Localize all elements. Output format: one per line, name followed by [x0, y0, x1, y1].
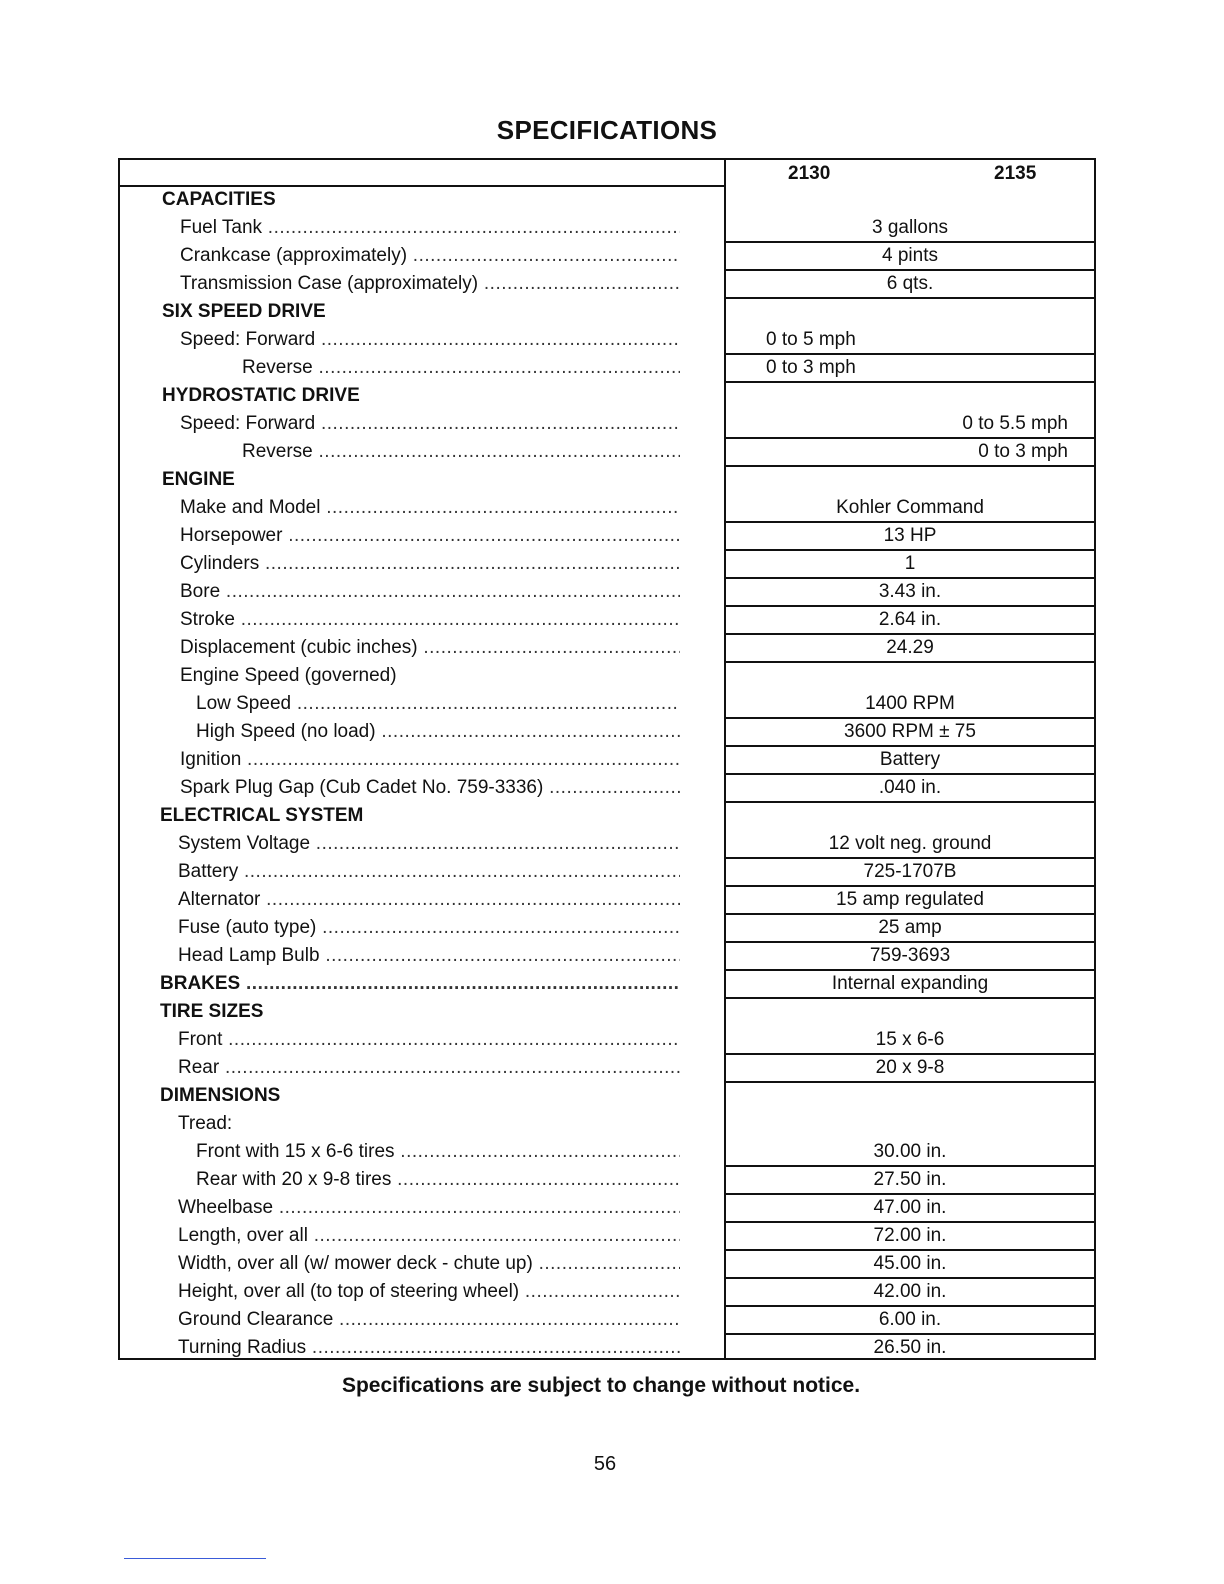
spec-value: 0 to 5 mph [726, 326, 1094, 355]
spec-label: Fuse (auto type) ..... [178, 914, 680, 942]
spec-label: Length, over all ..... [178, 1222, 680, 1250]
spec-value: 20 x 9-8 [726, 1054, 1094, 1083]
spec-row [120, 1138, 1094, 1166]
spec-value: Kohler Command [726, 494, 1094, 523]
spec-row [120, 438, 1094, 466]
spec-label: Battery ..... [178, 858, 680, 886]
spec-label: Speed: Forward ..... [180, 326, 680, 354]
spec-label: High Speed (no load) ..... [196, 718, 680, 746]
section-heading: HYDROSTATIC DRIVE [162, 385, 360, 406]
spec-label: System Voltage ..... [178, 830, 680, 858]
spec-label: Engine Speed (governed) [180, 665, 397, 686]
section-heading-row [120, 998, 1094, 1026]
section-heading: ELECTRICAL SYSTEM [160, 805, 364, 826]
spec-row [120, 1222, 1094, 1250]
spec-label: Front with 15 x 6-6 tires ..... [196, 1138, 680, 1166]
spec-value: 12 volt neg. ground [726, 830, 1094, 859]
spec-row [120, 242, 1094, 270]
spec-row [120, 858, 1094, 886]
spec-label: Ignition ..... [180, 746, 680, 774]
spec-value: 47.00 in. [726, 1194, 1094, 1223]
spec-label: Cylinders ..... [180, 550, 680, 578]
spec-label: Low Speed ..... [196, 690, 680, 718]
spec-label: Reverse ..... [242, 354, 680, 382]
spec-value: 13 HP [726, 522, 1094, 551]
scan-edge-mark [124, 1558, 266, 1559]
spec-label: Turning Radius ..... [178, 1334, 680, 1362]
spec-label: Speed: Forward ..... [180, 410, 680, 438]
spec-value: 26.50 in. [873, 1337, 947, 1358]
section-heading-row [120, 802, 1094, 830]
specifications-table [118, 158, 1096, 1360]
spec-value: 15 x 6-6 [726, 1026, 1094, 1055]
section-heading: ENGINE [162, 469, 235, 490]
spec-row [120, 662, 1094, 690]
spec-row [120, 214, 1094, 242]
spec-value: 42.00 in. [726, 1278, 1094, 1307]
spec-value: 4 pints [726, 242, 1094, 271]
spec-label: Wheelbase ..... [178, 1194, 680, 1222]
spec-value: 3600 RPM ± 75 [726, 718, 1094, 747]
spec-label: Alternator ..... [178, 886, 680, 914]
footnote: Specifications are subject to change without notice. [341, 1374, 861, 1397]
spec-label: Stroke ..... [180, 606, 680, 634]
spec-label: Front ..... [178, 1026, 680, 1054]
spec-row [120, 746, 1094, 774]
spec-value: 3.43 in. [726, 578, 1094, 607]
spec-label: Fuel Tank ..... [180, 214, 680, 242]
spec-value: Internal expanding [726, 970, 1094, 999]
spec-value: 0 to 5.5 mph [726, 410, 1094, 439]
spec-row [120, 1334, 1094, 1362]
spec-value: 15 amp regulated [726, 886, 1094, 915]
spec-row [120, 1054, 1094, 1082]
spec-row [120, 494, 1094, 522]
spec-label: Spark Plug Gap (Cub Cadet No. 759-3336) ..... [180, 774, 680, 802]
spec-row [120, 914, 1094, 942]
spec-row [120, 1306, 1094, 1334]
spec-row [120, 1110, 1094, 1138]
section-heading: TIRE SIZES [160, 1001, 264, 1022]
spec-label: Reverse ..... [242, 438, 680, 466]
section-heading-row [120, 970, 1094, 998]
spec-row [120, 942, 1094, 970]
spec-row [120, 718, 1094, 746]
spec-label: Crankcase (approximately) ..... [180, 242, 680, 270]
spec-value: 0 to 3 mph [726, 438, 1094, 467]
section-heading-row [120, 1082, 1094, 1110]
spec-value: 6.00 in. [726, 1306, 1094, 1335]
spec-row [120, 774, 1094, 802]
spec-value: Battery [726, 746, 1094, 775]
model-2135-header: 2135 [994, 163, 1037, 184]
spec-value: 725-1707B [726, 858, 1094, 887]
spec-label: Make and Model ..... [180, 494, 680, 522]
spec-label: Ground Clearance ..... [178, 1306, 680, 1334]
spec-value: 3 gallons [726, 214, 1094, 243]
spec-row [120, 690, 1094, 718]
section-heading: CAPACITIES [162, 189, 276, 210]
spec-row [120, 578, 1094, 606]
spec-value: 759-3693 [726, 942, 1094, 971]
section-heading-row [120, 466, 1094, 494]
spec-row [120, 634, 1094, 662]
section-heading: BRAKES ..... [160, 970, 680, 998]
section-heading: DIMENSIONS [160, 1085, 281, 1106]
spec-row [120, 410, 1094, 438]
spec-row [120, 1026, 1094, 1054]
model-2130-header: 2130 [788, 163, 831, 184]
spec-label: Horsepower ..... [180, 522, 680, 550]
spec-row [120, 550, 1094, 578]
spec-label: Rear ..... [178, 1054, 680, 1082]
spec-label: Head Lamp Bulb ..... [178, 942, 680, 970]
spec-value: 30.00 in. [726, 1138, 1094, 1167]
spec-value: 45.00 in. [726, 1250, 1094, 1279]
spec-value: 0 to 3 mph [726, 354, 1094, 383]
spec-label: Rear with 20 x 9-8 tires ..... [196, 1166, 680, 1194]
spec-value: 1400 RPM [726, 690, 1094, 719]
spec-row [120, 886, 1094, 914]
spec-value: 27.50 in. [726, 1166, 1094, 1195]
page-number: 56 [593, 1453, 617, 1475]
section-heading-row [120, 186, 1094, 214]
spec-value: 2.64 in. [726, 606, 1094, 635]
spec-row [120, 606, 1094, 634]
spec-value: 25 amp [726, 914, 1094, 943]
spec-row [120, 830, 1094, 858]
spec-label: Width, over all (w/ mower deck - chute up) ..... [178, 1250, 680, 1278]
spec-row [120, 522, 1094, 550]
spec-row [120, 1194, 1094, 1222]
spec-row [120, 1250, 1094, 1278]
section-heading-row [120, 382, 1094, 410]
spec-value: 24.29 [726, 634, 1094, 663]
spec-value: 1 [726, 550, 1094, 579]
spec-row [120, 1278, 1094, 1306]
spec-row [120, 326, 1094, 354]
section-heading: SIX SPEED DRIVE [162, 301, 326, 322]
spec-label: Tread: [178, 1113, 233, 1134]
spec-label: Transmission Case (approximately) ..... [180, 270, 680, 298]
spec-row [120, 354, 1094, 382]
spec-row [120, 1166, 1094, 1194]
spec-label: Height, over all (to top of steering wheel) ..... [178, 1278, 680, 1306]
spec-label: Bore ..... [180, 578, 680, 606]
spec-row [120, 270, 1094, 298]
spec-label: Displacement (cubic inches) ..... [180, 634, 680, 662]
spec-value: 6 qts. [726, 270, 1094, 299]
spec-value: .040 in. [726, 774, 1094, 803]
spec-value: 72.00 in. [726, 1222, 1094, 1251]
section-heading-row [120, 298, 1094, 326]
page-title: SPECIFICATIONS [496, 115, 718, 145]
